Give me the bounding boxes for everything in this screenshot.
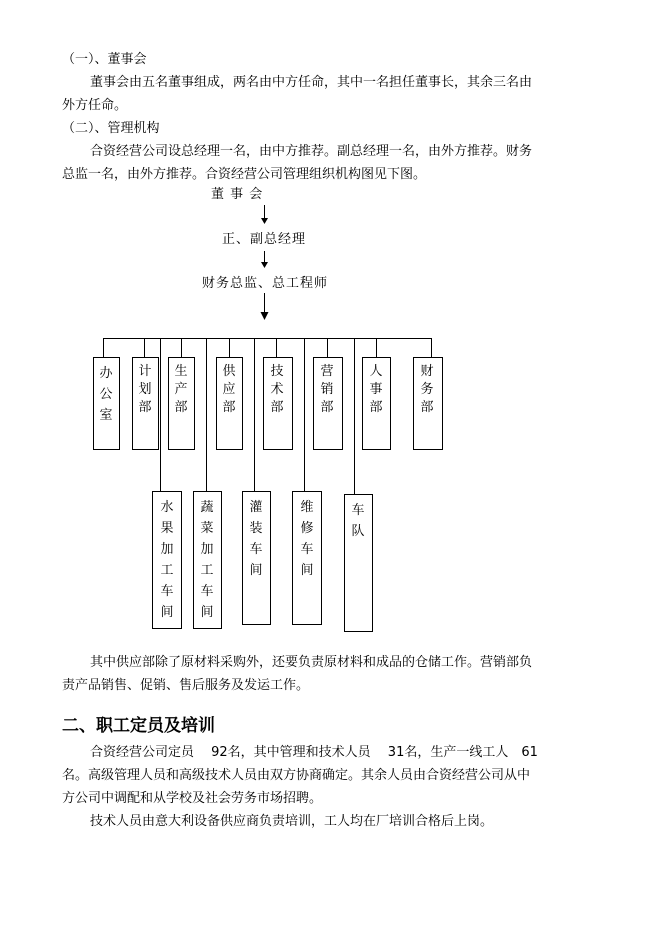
dept-hr-label: 人事部 (369, 364, 383, 415)
section-heading-board: （一）、董事会 (62, 52, 147, 67)
chart-level-board: 董 事 会 (211, 187, 264, 202)
paragraph-training: 技术人员由意大利设备供应商负责培训，工人均在厂培训合格后上岗。 (90, 814, 494, 829)
workshop-box (292, 491, 322, 625)
section-heading-management: （二）、管理机构 (62, 121, 160, 136)
paragraph-management-line2: 总监一名，由外方推荐。合资经营公司管理组织机构图见下图。 (62, 167, 427, 182)
dept-box (313, 357, 343, 450)
dept-box (132, 357, 159, 450)
workshop-maintenance-label: 维修车间 (300, 500, 314, 578)
chart-level-general-manager: 正、副总经理 (222, 232, 307, 247)
paragraph-board-line1: 董事会由五名董事组成，两名由中方任命，其中一名担任董事长，其余三名由 (90, 75, 533, 90)
workshop-box (152, 491, 182, 629)
dept-box (362, 357, 391, 450)
dept-box (168, 357, 195, 450)
workshop-fleet-label: 车队 (351, 503, 365, 539)
workshop-vegetable-label: 蔬菜加工车间 (200, 500, 214, 620)
paragraph-staffing-line1: 合资经营公司定员 92名，其中管理和技术人员 31名，生产一线工人 61 (90, 745, 538, 760)
paragraph-note-line1: 其中供应部除了原材料采购外，还要负责原材料和成品的仓储工作。营销部负 (90, 655, 533, 670)
workshop-box (242, 491, 271, 625)
dept-finance-label: 财务部 (420, 364, 434, 415)
dept-box (263, 357, 293, 450)
paragraph-staffing-line2: 名。高级管理人员和高级技术人员由双方协商确定。其余人员由合资经营公司从中 (62, 768, 531, 783)
dept-production-label: 生产部 (174, 364, 188, 415)
workshop-box (193, 491, 222, 629)
dept-supply-label: 供应部 (222, 364, 236, 415)
dept-box (413, 357, 443, 450)
workshop-filling-label: 灌装车间 (249, 500, 263, 578)
dept-box (93, 357, 120, 450)
dept-box (216, 357, 243, 450)
workshop-fruit-label: 水果加工车间 (160, 500, 174, 620)
paragraph-board-line2: 外方任命。 (62, 98, 128, 113)
dept-technology-label: 技术部 (270, 364, 284, 415)
chart-level-cfo-chief-engineer: 财务总监、总工程师 (202, 276, 329, 291)
paragraph-management-line1: 合资经营公司设总经理一名，由中方推荐。副总经理一名，由外方推荐。财务 (90, 144, 533, 159)
dept-marketing-label: 营销部 (320, 364, 334, 415)
dept-office-label: 办公室 (99, 366, 113, 423)
paragraph-staffing-line3: 方公司中调配和从学校及社会劳务市场招聘。 (62, 791, 323, 806)
section-heading-staffing: 二、职工定员及培训 (62, 716, 215, 736)
paragraph-note-line2: 责产品销售、促销、售后服务及发运工作。 (62, 678, 310, 693)
dept-planning-label: 计划部 (138, 364, 152, 415)
workshop-box (344, 494, 373, 632)
